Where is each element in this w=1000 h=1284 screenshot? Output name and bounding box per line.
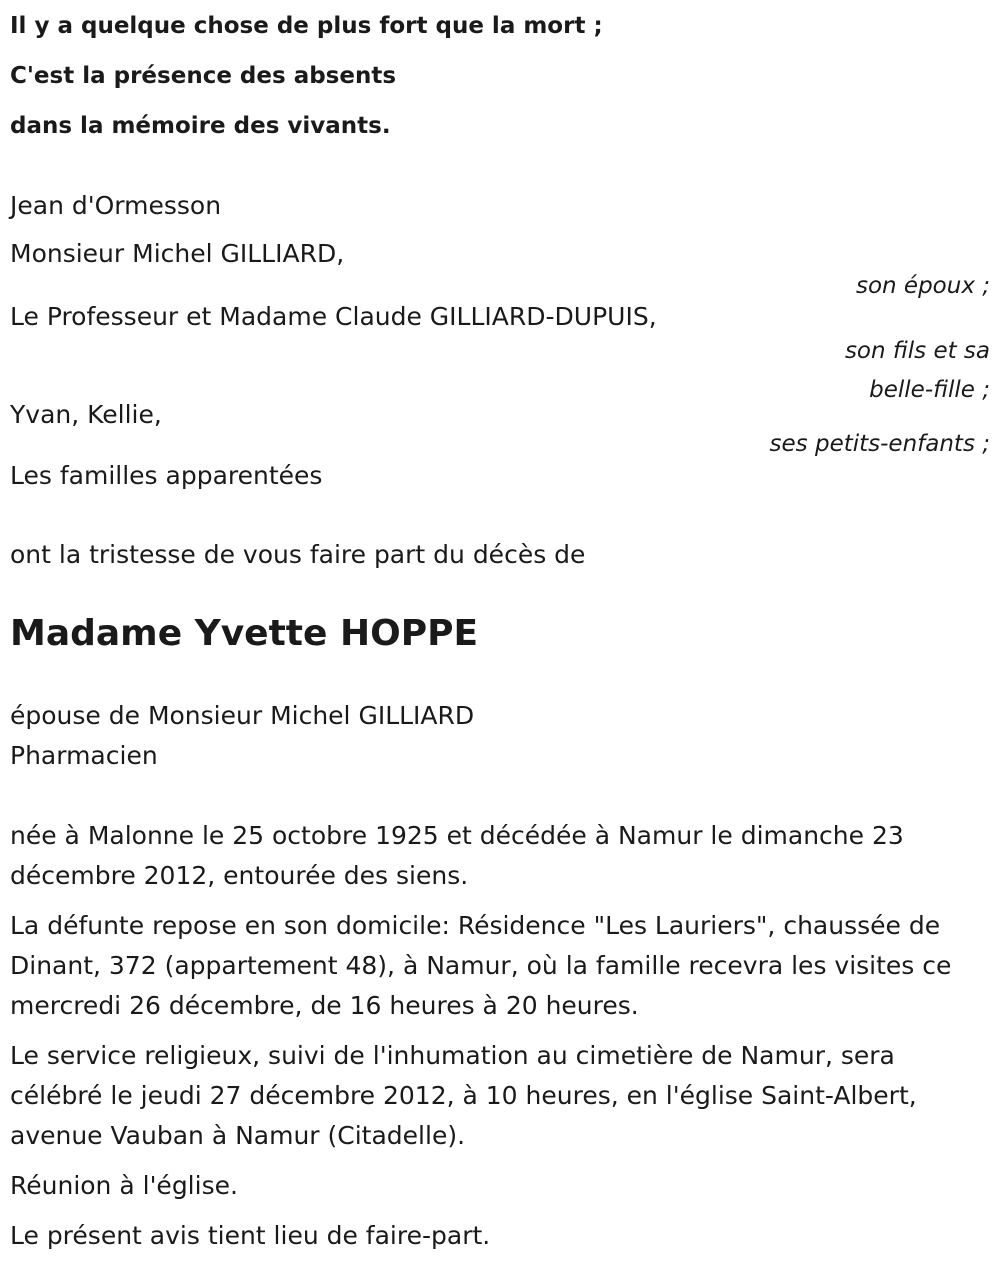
family-relation: belle-fille ; [869,377,990,403]
family-relation: ses petits-enfants ; [769,431,990,457]
quote-line: C'est la présence des absents [10,63,397,89]
quote-line: Il y a quelque chose de plus fort que la mort ; [10,13,603,39]
deceased-profession: Pharmacien [10,741,158,770]
quote-author: Jean d'Ormesson [10,191,222,220]
family-relation: son époux ; [855,273,990,299]
family-entry [10,239,990,306]
family-member-name: Le Professeur et Madame Claude GILLIARD-DUPUIS, [10,302,657,331]
epigraph-quote [10,0,990,151]
deceased-name: Madame Yvette HOPPE [10,613,479,654]
service-paragraph: Le service religieux, suivi de l'inhumation au cimetière de Namur, sera célébré le jeudi 27 décembre 2012, à 10 heures, en l'église Saint-Albert, avenue Vauban à Namur (Citadelle). [10,1041,917,1150]
deceased-spouse: épouse de Monsieur Michel GILLIARD [10,701,475,730]
notice-paragraph: Le présent avis tient lieu de faire-part. [10,1221,491,1250]
family-entry [10,400,990,464]
meeting-paragraph: Réunion à l'église. [10,1171,238,1200]
family-member-name: Monsieur Michel GILLIARD, [10,239,345,268]
repose-paragraph: La défunte repose en son domicile: Résidence "Les Lauriers", chaussée de Dinant, 372 (appartement 48), à Namur, où la famille recevra les visites ce mercredi 26 décembre, de 16 heures à 20 heures. [10,911,952,1020]
family-entry [10,461,990,491]
family-member-name: Yvan, Kellie, [10,400,162,429]
family-entry [10,302,990,410]
announcement-text: ont la tristesse de vous faire part du décès de [10,540,586,569]
birth-death-paragraph: née à Malonne le 25 octobre 1925 et décédée à Namur le dimanche 23 décembre 2012, entourée des siens. [10,821,904,890]
family-relation: son fils et sa [844,338,990,364]
quote-line: dans la mémoire des vivants. [10,113,391,139]
obituary-notice [10,0,990,1256]
family-member-name: Les familles apparentées [10,461,323,490]
